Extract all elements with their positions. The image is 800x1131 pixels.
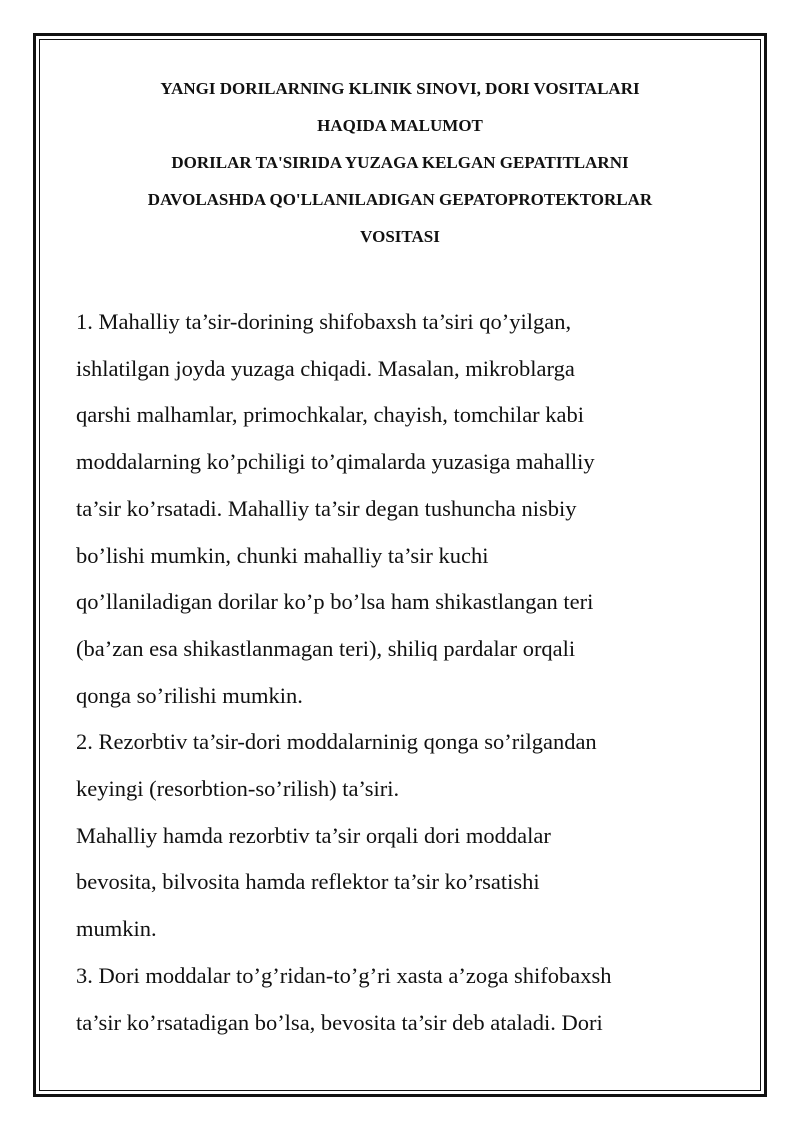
body-line: ta’sir ko’rsatadigan bo’lsa, bevosita ta’sir deb ataladi. Dori xyxy=(76,1009,603,1035)
document-content xyxy=(76,70,724,1046)
title-line: DORILAR TA'SIRIDA YUZAGA KELGAN GEPATITLARNI xyxy=(171,153,629,172)
title-line: YANGI DORILARNING KLINIK SINOVI, DORI VOSITALARI xyxy=(160,79,640,98)
body-line: ishlatilgan joyda yuzaga chiqadi. Masalan, mikroblarga xyxy=(76,355,575,381)
body-line: (ba’zan esa shikastlanmagan teri), shiliq pardalar orqali xyxy=(76,635,576,661)
title-line: VOSITASI xyxy=(360,227,440,246)
body-line: 3. Dori moddalar to’g’ridan-to’g’ri xasta a’zoga shifobaxsh xyxy=(76,962,612,988)
document-title xyxy=(76,70,724,255)
title-line: HAQIDA MALUMOT xyxy=(317,116,483,135)
body-line: bevosita, bilvosita hamda reflektor ta’sir ko’rsatishi xyxy=(76,869,540,895)
body-line: ta’sir ko’rsatadi. Mahalliy ta’sir degan tushuncha nisbiy xyxy=(76,495,577,521)
body-line: moddalarning ko’pchiligi to’qimalarda yuzasiga mahalliy xyxy=(76,449,595,475)
title-line: DAVOLASHDA QO'LLANILADIGAN GEPATOPROTEKTORLAR xyxy=(147,190,653,209)
document-body xyxy=(76,299,724,1046)
body-line: qo’llaniladigan dorilar ko’p bo’lsa ham shikastlangan teri xyxy=(76,589,594,615)
body-line: Mahalliy hamda rezorbtiv ta’sir orqali dori moddalar xyxy=(76,822,551,848)
body-line: 2. Rezorbtiv ta’sir-dori moddalarninig qonga so’rilgandan xyxy=(76,729,597,755)
body-line: bo’lishi mumkin, chunki mahalliy ta’sir kuchi xyxy=(76,542,489,568)
body-line: mumkin. xyxy=(76,916,157,942)
body-line: keyingi (resorbtion-so’rilish) ta’siri. xyxy=(76,776,400,802)
body-line: qonga so’rilishi mumkin. xyxy=(76,682,303,708)
body-line: qarshi malhamlar, primochkalar, chayish, tomchilar kabi xyxy=(76,402,585,428)
body-line: 1. Mahalliy ta’sir-dorining shifobaxsh ta’siri qo’yilgan, xyxy=(76,309,572,334)
